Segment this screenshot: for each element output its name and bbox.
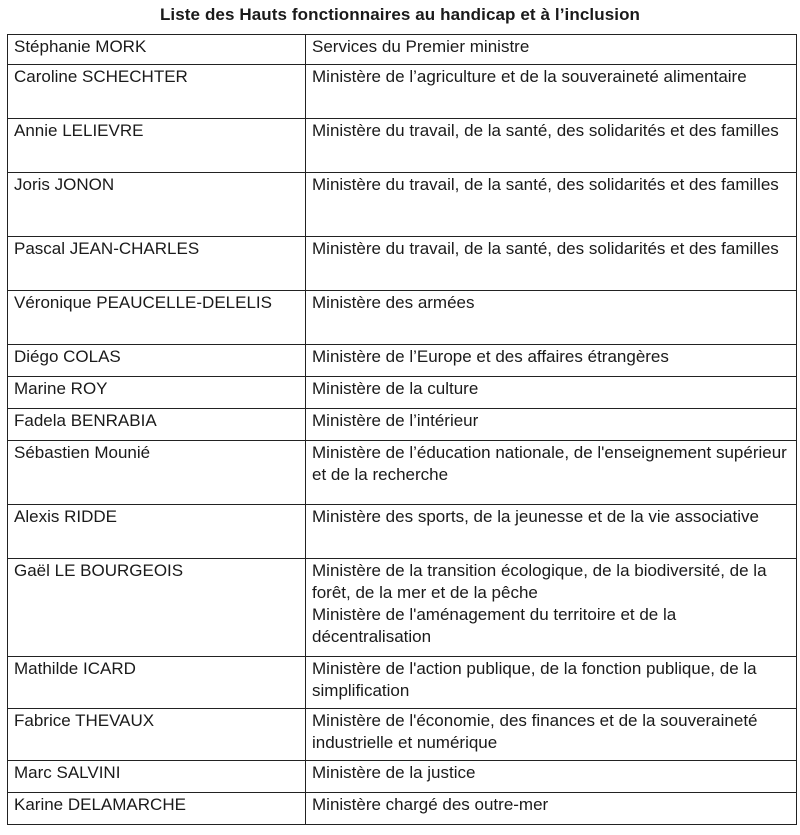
ministry-cell [306, 291, 797, 345]
table-row [8, 291, 797, 345]
ministry-cell [306, 761, 797, 793]
ministry-name: Ministère de l'aménagement du territoire et de la décentralisation [312, 605, 677, 646]
table-row [8, 119, 797, 173]
table-row [8, 559, 797, 657]
table-row [8, 709, 797, 761]
official-name: Gaël LE BOURGEOIS [14, 561, 184, 580]
ministry-cell [306, 793, 797, 825]
ministry-name: Ministère des sports, de la jeunesse et de la vie associative [312, 507, 759, 526]
official-name: Mathilde ICARD [14, 659, 136, 678]
ministry-name: Ministère du travail, de la santé, des solidarités et des familles [312, 121, 779, 140]
ministry-name: Ministère de l’intérieur [312, 411, 479, 430]
table-row [8, 409, 797, 441]
ministry-name: Ministère de la culture [312, 379, 479, 398]
table-row [8, 237, 797, 291]
ministry-name: Services du Premier ministre [312, 37, 530, 56]
official-name-cell [8, 345, 306, 377]
official-name-cell [8, 441, 306, 505]
official-name-cell [8, 377, 306, 409]
official-name-cell [8, 173, 306, 237]
table-row [8, 793, 797, 825]
table-row [8, 65, 797, 119]
ministry-name: Ministère de l’agriculture et de la souveraineté alimentaire [312, 67, 747, 86]
official-name-cell [8, 65, 306, 119]
table-row [8, 441, 797, 505]
ministry-cell [306, 559, 797, 657]
officials-table [7, 34, 797, 825]
ministry-cell [306, 345, 797, 377]
ministry-name: Ministère des armées [312, 293, 475, 312]
official-name-cell [8, 35, 306, 65]
official-name: Sébastien Mounié [14, 443, 151, 462]
official-name-cell [8, 237, 306, 291]
official-name-cell [8, 793, 306, 825]
ministry-cell [306, 709, 797, 761]
official-name: Joris JONON [14, 175, 115, 194]
official-name-cell [8, 657, 306, 709]
ministry-cell [306, 119, 797, 173]
official-name-cell [8, 409, 306, 441]
ministry-cell [306, 173, 797, 237]
ministry-name: Ministère du travail, de la santé, des solidarités et des familles [312, 239, 779, 258]
official-name: Fabrice THEVAUX [14, 711, 155, 730]
ministry-name: Ministère de la justice [312, 763, 476, 782]
official-name-cell [8, 761, 306, 793]
official-name: Véronique PEAUCELLE-DELELIS [14, 293, 272, 312]
page-title: Liste des Hauts fonctionnaires au handicap et à l’inclusion [159, 5, 641, 24]
official-name-cell [8, 291, 306, 345]
ministry-name: Ministère chargé des outre-mer [312, 795, 549, 814]
official-name: Fadela BENRABIA [14, 411, 157, 430]
official-name: Alexis RIDDE [14, 507, 117, 526]
table-row [8, 35, 797, 65]
table-row [8, 173, 797, 237]
ministry-cell [306, 505, 797, 559]
ministry-name: Ministère de l'action publique, de la fonction publique, de la simplification [312, 659, 757, 700]
official-name: Diégo COLAS [14, 347, 121, 366]
ministry-cell [306, 657, 797, 709]
ministry-name: Ministère de la transition écologique, de la biodiversité, de la forêt, de la mer et de la pêche [312, 561, 767, 602]
ministry-cell [306, 237, 797, 291]
ministry-cell [306, 377, 797, 409]
official-name-cell [8, 119, 306, 173]
ministry-name: Ministère de l’Europe et des affaires étrangères [312, 347, 669, 366]
table-row [8, 505, 797, 559]
official-name-cell [8, 709, 306, 761]
official-name: Caroline SCHECHTER [14, 67, 188, 86]
official-name-cell [8, 505, 306, 559]
official-name: Annie LELIEVRE [14, 121, 144, 140]
ministry-cell [306, 409, 797, 441]
official-name: Karine DELAMARCHE [14, 795, 186, 814]
ministry-cell [306, 441, 797, 505]
table-row [8, 345, 797, 377]
ministry-cell [306, 65, 797, 119]
ministry-name: Ministère de l'économie, des finances et de la souveraineté industrielle et numérique [312, 711, 758, 752]
officials-table-body [8, 35, 797, 825]
ministry-cell [306, 35, 797, 65]
table-row [8, 377, 797, 409]
official-name-cell [8, 559, 306, 657]
table-row [8, 657, 797, 709]
official-name: Pascal JEAN-CHARLES [14, 239, 200, 258]
ministry-name: Ministère du travail, de la santé, des solidarités et des familles [312, 175, 779, 194]
table-row [8, 761, 797, 793]
official-name: Marc SALVINI [14, 763, 121, 782]
official-name: Stéphanie MORK [14, 37, 147, 56]
official-name: Marine ROY [14, 379, 108, 398]
ministry-name: Ministère de l’éducation nationale, de l'enseignement supérieur et de la recherche [312, 443, 787, 484]
